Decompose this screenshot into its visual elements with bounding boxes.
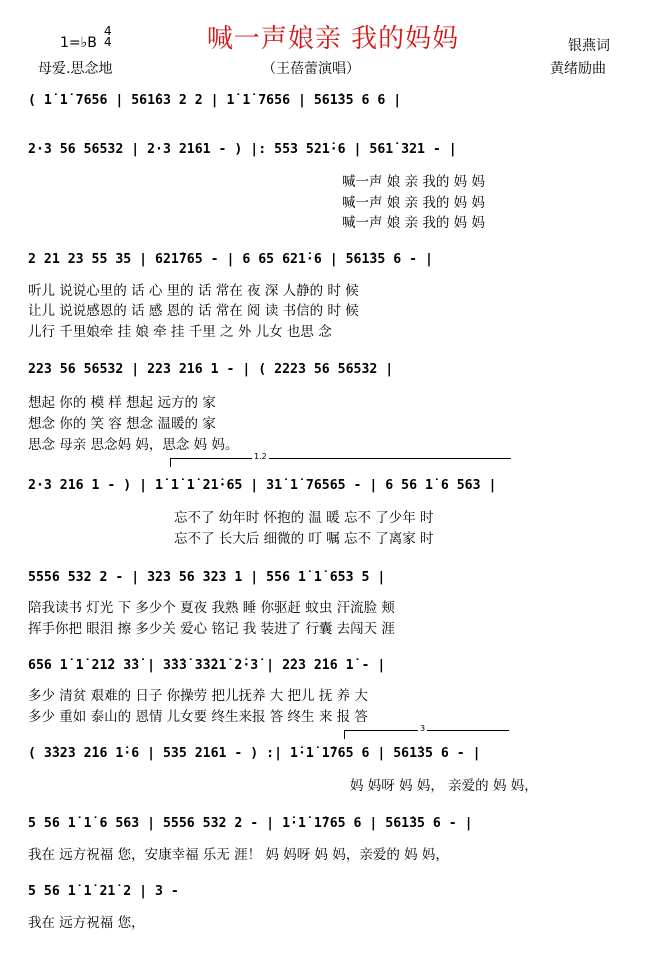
singer-credit: （王蓓蕾演唱） [262,61,360,77]
notation-line: ( 1̇ 1̇ 7656 | 561̇63 2 2 | 1̇ 1̇ 7656 | 561̇35 6 6 | [28,93,402,108]
lyric-line: 让儿 说说感恩的 话 感 恩的 话 常在 阅 读 书信的 时 候 [28,303,359,319]
lyric-line: 思念 母亲 思念妈 妈，思念 妈 妈。 [28,437,239,453]
lyric-line: 喊一声 娘 亲 我的 妈 妈 [342,174,485,190]
notation-line: 2·3 216 1 - ) | 1̇ 1̇ 1̇ 21̇·65 | 31̇ 1̇ 76565 - | 6 56 1̇ 6 563 | [28,478,497,493]
notation-line: 2·3 56 56532 | 2·3 2161 - ) |: 553 521̇·6 | 561̇ 321 - | [28,142,457,157]
lyric-line: 陪我读书 灯光 下 多少个 夏夜 我熟 睡 你驱赶 蚊虫 汗流脸 颊 [28,600,395,616]
lyric-line: 多少 重如 泰山的 恩情 儿女要 终生来报 答 终生 来 报 答 [28,709,368,725]
volta-label: 3 [420,724,426,733]
time-signature-denominator: 4 [104,35,112,49]
lyric-line: 妈 妈呀 妈 妈， 亲爱的 妈 妈， [350,778,538,794]
mood-marking: 母爱.思念地 [38,61,113,77]
notation-line: 223 56 56532 | 223 216 1 - | ( 2223 56 56532 | [28,362,394,377]
notation-line: 2 21 23 55 35 | 621̇765 - | 6 65 621̇·6 | 561̇35 6 - | [28,252,433,267]
volta-bracket [170,458,511,467]
time-signature-numerator: 4 [104,24,112,38]
lyric-line: 听儿 说说心里的 话 心 里的 话 常在 夜 深 人静的 时 候 [28,283,359,299]
key-signature: 1=♭B [60,35,97,51]
notation-line: 5 56 1̇ 1̇ 21̇ 2 | 3 - [28,884,179,899]
notation-line: 656 1̇ 1̇ 21̇2 3̇3̇ | 3̇3̇3̇ 3̇3̇21̇ 2̇·3̇ | 2̇23 2̇16 1̇ - | [28,658,386,673]
notation-line: ( 3̇323 2̇16 1̇·6 | 535 2161 - ) :| 1̇·1̇ 1̇765 6 | 561̇35 6 - | [28,746,481,761]
lyric-line: 忘不了 幼年时 怀抱的 温 暖 忘不 了少年 时 [174,510,434,526]
lyric-line: 喊一声 娘 亲 我的 妈 妈 [342,195,485,211]
lyricist: 银燕词 [568,38,610,54]
lyric-line: 我在 远方祝福 您，安康幸福 乐无 涯！ 妈 妈呀 妈 妈，亲爱的 妈 妈， [28,847,449,863]
lyric-line: 喊一声 娘 亲 我的 妈 妈 [342,215,485,231]
volta-label: 1.2 [254,452,267,461]
composer: 黄绪励曲 [550,61,606,77]
lyric-line: 想念 你的 笑 容 想念 温暖的 家 [28,416,216,432]
lyric-line: 挥手你把 眼泪 擦 多少关 爱心 铭记 我 装进了 行囊 去闯天 涯 [28,621,395,637]
notation-line: 5 56 1̇ 1̇ 6 563 | 5556 532 2 - | 1̇·1̇ 1̇765 6 | 561̇35 6 - | [28,816,473,831]
time-signature [104,26,112,48]
lyric-line: 儿行 千里娘牵 挂 娘 牵 挂 千里 之 外 儿女 也思 念 [28,324,332,340]
lyric-line: 忘不了 长大后 细微的 叮 嘱 忘不 了离家 时 [174,531,434,547]
song-title: 喊一声娘亲 我的妈妈 [206,24,460,54]
notation-line: 5556 532 2 - | 323 56 323 1 | 556 1̇ 1̇ 653 5 | [28,570,386,585]
lyric-line: 想起 你的 模 样 想起 远方的 家 [28,395,216,411]
lyric-line: 多少 清贫 艰难的 日子 你操劳 把儿抚养 大 把儿 抚 养 大 [28,688,368,704]
lyric-line: 我在 远方祝福 您， [28,915,145,931]
